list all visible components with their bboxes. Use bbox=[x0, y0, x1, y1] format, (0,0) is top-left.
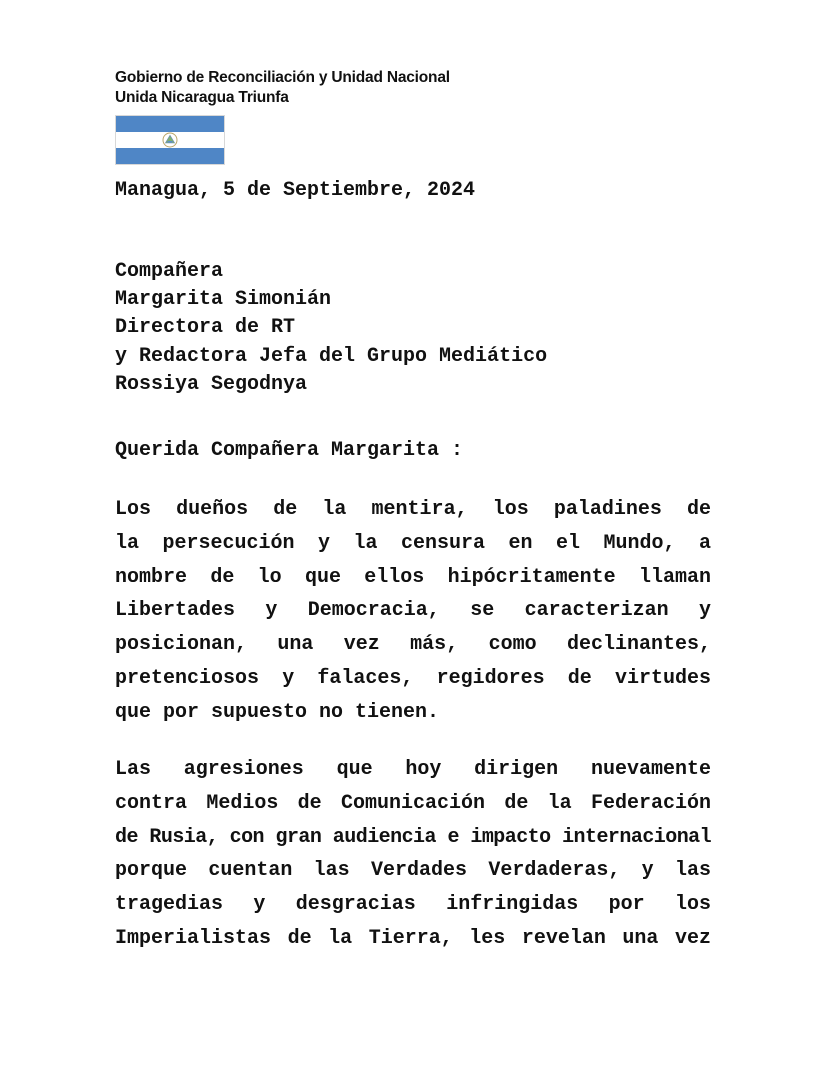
paragraph-line: de Rusia, con gran audiencia e impacto internacional bbox=[115, 825, 712, 849]
body-paragraph-2 bbox=[115, 753, 711, 956]
paragraph-line: Libertades y Democracia, se caracterizan y bbox=[115, 599, 711, 623]
recipient-line: Margarita Simonián bbox=[115, 288, 332, 312]
paragraph-line: nombre de lo que ellos hipócritamente llaman bbox=[115, 565, 711, 589]
government-header bbox=[115, 68, 450, 108]
body-paragraph-1 bbox=[115, 493, 711, 730]
paragraph-line: pretenciosos y falaces, regidores de virtudes bbox=[115, 666, 711, 690]
nicaragua-flag-icon bbox=[115, 115, 225, 165]
header-line-2: Unida Nicaragua Triunfa bbox=[115, 89, 289, 106]
recipient-line: Rossiya Segodnya bbox=[115, 372, 308, 396]
paragraph-line: posicionan, una vez más, como declinantes, bbox=[115, 633, 711, 657]
flag-band-top bbox=[116, 116, 224, 132]
paragraph-line: Imperialistas de la Tierra, les revelan una vez bbox=[115, 926, 711, 950]
recipient-line: y Redactora Jefa del Grupo Mediático bbox=[115, 344, 548, 368]
paragraph-line: porque cuentan las Verdades Verdaderas, y las bbox=[115, 859, 711, 883]
recipient-block bbox=[115, 258, 547, 399]
letter-page bbox=[115, 0, 711, 1068]
paragraph-line: Las agresiones que hoy dirigen nuevamente bbox=[115, 758, 711, 781]
letter-date: Managua, 5 de Septiembre, 2024 bbox=[115, 179, 476, 202]
paragraph-line: que por supuesto no tienen. bbox=[115, 700, 440, 724]
paragraph-line: la persecución y la censura en el Mundo, a bbox=[115, 531, 711, 555]
paragraph-line: tragedias y desgracias infringidas por los bbox=[115, 893, 711, 917]
paragraph-line: Los dueños de la mentira, los paladines de bbox=[115, 498, 711, 521]
recipient-line: Compañera bbox=[115, 260, 224, 283]
coat-of-arms-icon bbox=[162, 132, 178, 148]
paragraph-line: contra Medios de Comunicación de la Federación bbox=[115, 791, 711, 815]
flag-band-bottom bbox=[116, 148, 224, 164]
header-line-1: Gobierno de Reconciliación y Unidad Nacional bbox=[115, 69, 450, 86]
salutation: Querida Compañera Margarita : bbox=[115, 439, 464, 462]
recipient-line: Directora de RT bbox=[115, 316, 296, 340]
